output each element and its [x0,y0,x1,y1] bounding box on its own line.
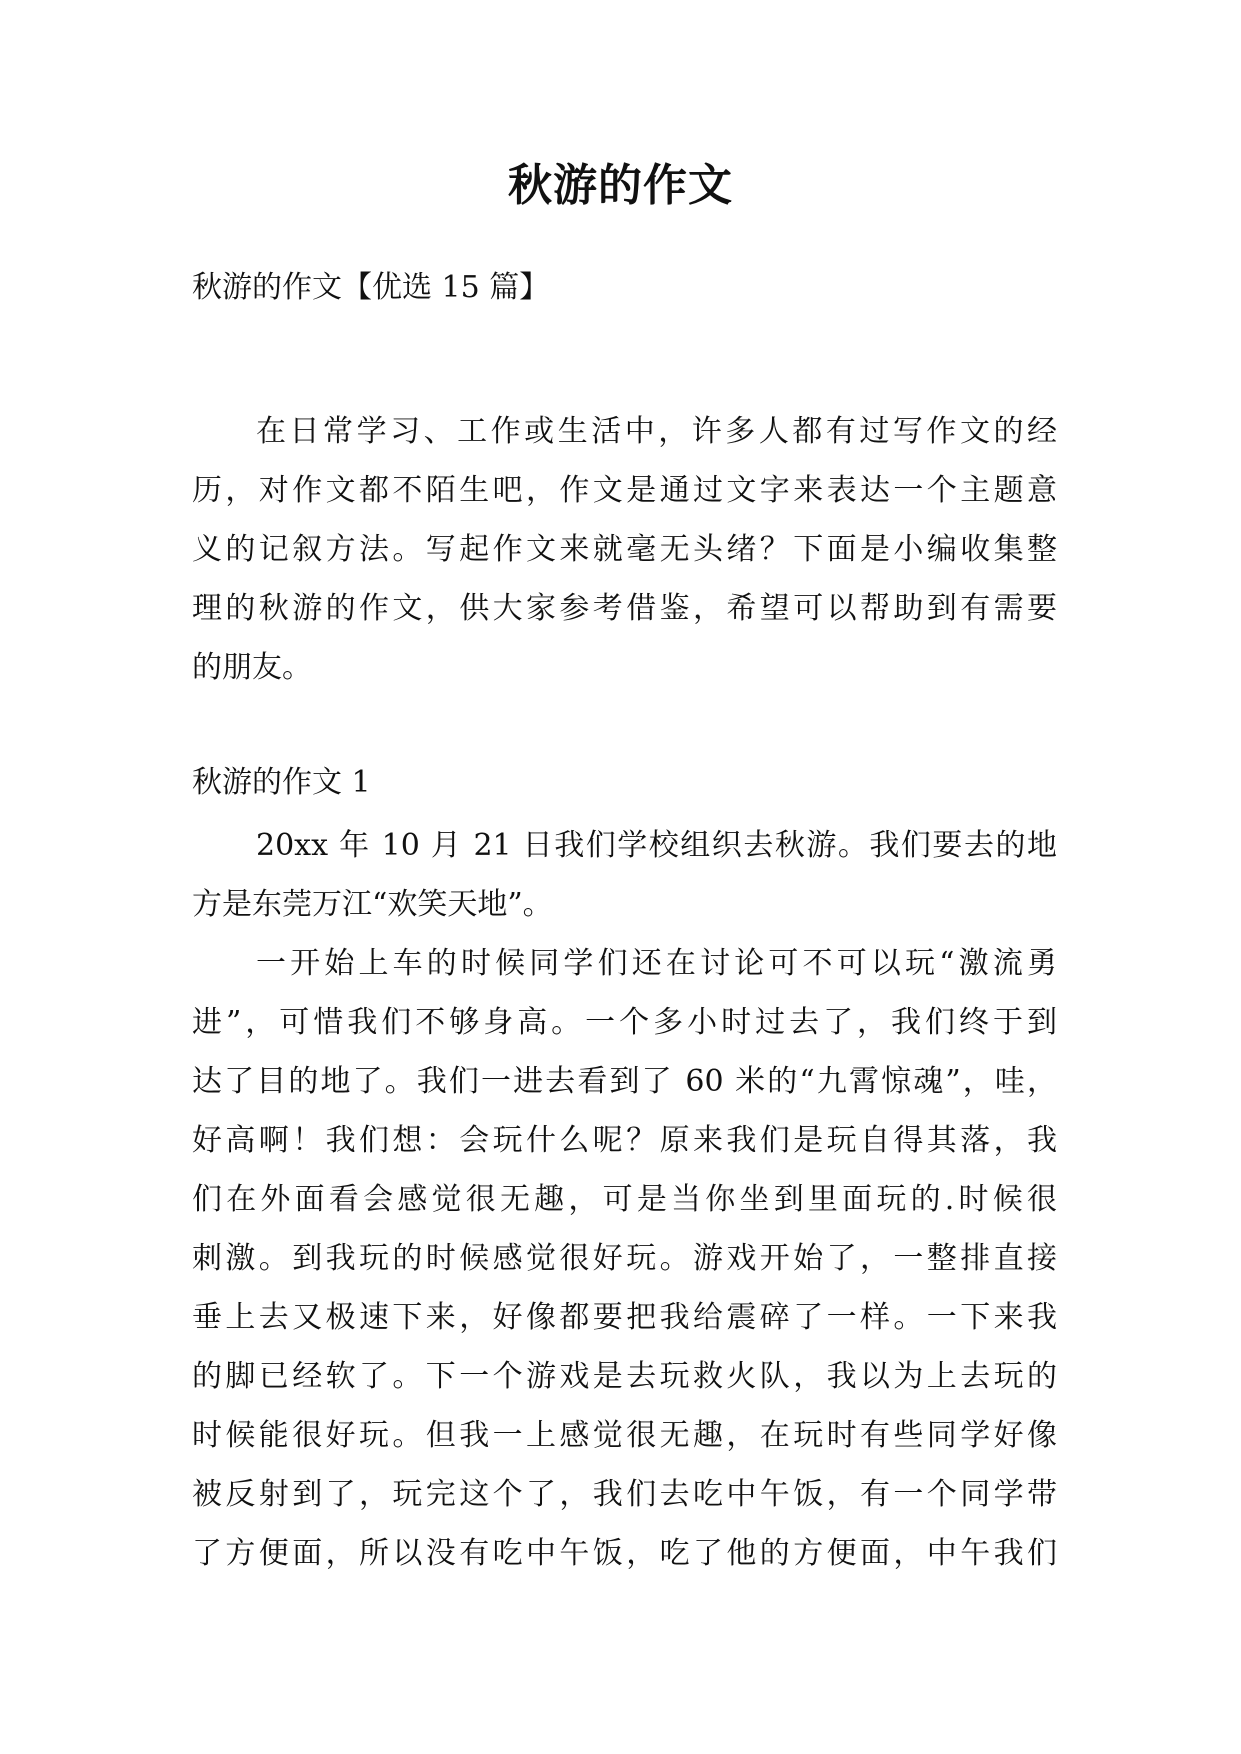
body-line: 好高啊！我们想：会玩什么呢？原来我们是玩自得其落，我 [192,1123,1057,1158]
section-body [192,824,1057,1591]
body-line: 刺激。到我玩的时候感觉很好玩。游戏开始了，一整排直接 [192,1241,1057,1276]
intro-paragraph [192,410,1057,705]
intro-line: 理的秋游的作文，供大家参考借鉴，希望可以帮助到有需要 [192,591,1057,626]
intro-line: 的朋友。 [192,650,312,685]
body-line: 一开始上车的时候同学们还在讨论可不可以玩“激流勇 [256,946,1057,981]
body-line: 的脚已经软了。下一个游戏是去玩救火队，我以为上去玩的 [192,1359,1057,1394]
body-line: 们在外面看会感觉很无趣，可是当你坐到里面玩的.时候很 [192,1182,1057,1217]
body-line: 20xx 年 10 月 21 日我们学校组织去秋游。我们要去的地 [256,828,1057,863]
document-title: 秋游的作文 [508,160,733,211]
body-line: 进”，可惜我们不够身高。一个多小时过去了，我们终于到 [192,1005,1057,1040]
document-subtitle: 秋游的作文【优选 15 篇】 [192,270,550,305]
body-line: 时候能很好玩。但我一上感觉很无趣，在玩时有些同学好像 [192,1418,1057,1453]
intro-line: 义的记叙方法。写起作文来就毫无头绪？下面是小编收集整 [192,532,1057,567]
section-heading: 秋游的作文 1 [192,765,371,800]
body-line: 方是东莞万江“欢笑天地”。 [192,887,553,922]
body-line: 了方便面，所以没有吃中午饭，吃了他的方便面，中午我们 [192,1536,1057,1571]
intro-line: 在日常学习、工作或生活中，许多人都有过写作文的经 [256,414,1057,449]
intro-line: 历，对作文都不陌生吧，作文是通过文字来表达一个主题意 [192,473,1057,508]
body-line: 达了目的地了。我们一进去看到了 60 米的“九霄惊魂”，哇， [192,1064,1057,1099]
body-line: 被反射到了，玩完这个了，我们去吃中午饭，有一个同学带 [192,1477,1057,1512]
body-line: 垂上去又极速下来，好像都要把我给震碎了一样。一下来我 [192,1300,1057,1335]
